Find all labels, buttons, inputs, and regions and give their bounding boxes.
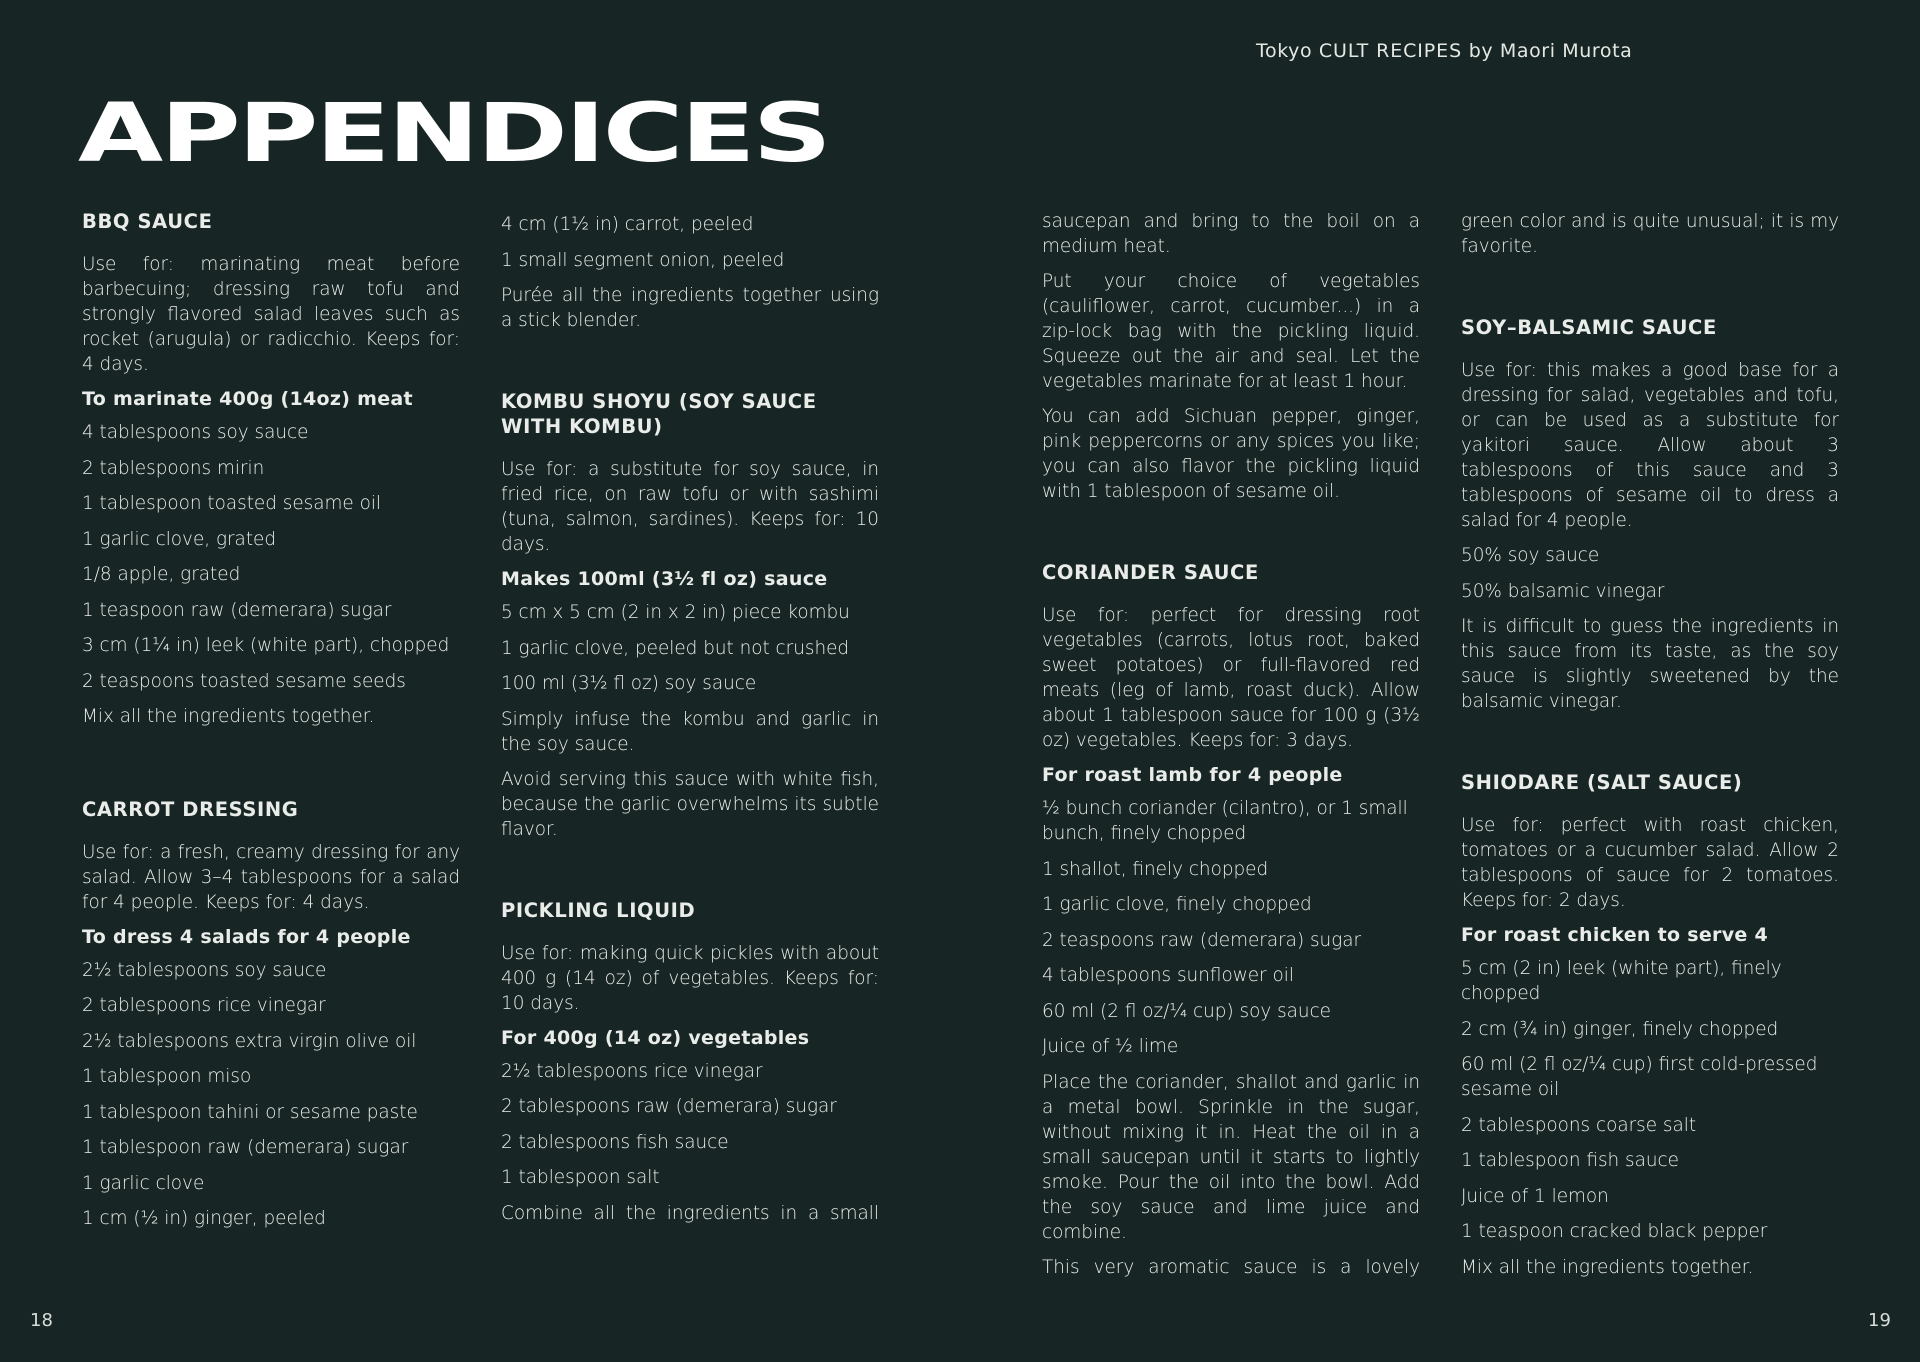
shiodare-method: Mix all the ingredients together. [1461,1256,1754,1278]
carrot-ingredient: 4 cm (1½ in) carrot, peeled [501,214,754,235]
carrot-intro: Use for: a fresh, creamy dressing for any salad. Allow 3–4 tablespoons for a salad for 4 people. Keeps for: 4 days. [82,841,460,913]
bbq-ingredient: 2 tablespoons mirin [82,457,265,479]
kombu-ingredient: 100 ml (3½ fl oz) soy sauce [501,673,757,694]
bbq-ingredient: 1 garlic clove, grated [82,528,277,550]
pickling-heading: PICKLING LIQUID [501,898,696,922]
bbq-ingredient: 1 teaspoon raw (demerara) sugar [82,599,392,621]
pickling-ingredient: 2 tablespoons raw (demerara) sugar [501,1096,837,1117]
carrot-ingredient: 2 tablespoons rice vinegar [82,995,326,1016]
coriander-note-end: green color and is quite unusual; it is my favorite. [1461,211,1839,257]
shiodare-ingredient: 1 teaspoon cracked black pepper [1461,1221,1768,1242]
page-number-left: 18 [30,1310,53,1331]
pickling-subhead: For 400g (14 oz) vegetables [501,1026,810,1049]
soy-balsamic-note: It is difficult to guess the ingredients in this sauce from its taste, as the soy sauce is slightly sweetened by the balsamic vinegar. [1461,616,1839,712]
shiodare-ingredient: 2 tablespoons coarse salt [1461,1114,1697,1136]
bbq-intro: Use for: marinating meat before barbecuing; dressing raw tofu and strongly flavored salad leaves such as rocket (arugula) or radicchio. Keeps for: 4 days. [82,254,460,375]
soy-balsamic-ingredient: 50% balsamic vinegar [1461,580,1665,602]
pickling-ingredient: 1 tablespoon salt [501,1167,660,1188]
shiodare-intro: Use for: perfect with roast chicken, tomatoes or a cucumber salad. Allow 2 tablespoons of sauce for 2 tomatoes. Keeps for: 2 days. [1461,815,1839,911]
bbq-method: Mix all the ingredients together. [82,706,375,727]
kombu-intro: Use for: a substitute for soy sauce, in fried rice, on raw tofu or with sashimi (tuna, salmon, sardines). Keeps for: 10 days. [501,459,879,555]
kombu-ingredient: 1 garlic clove, peeled but not crushed [501,637,850,659]
coriander-note-start: This very aromatic sauce is a lovely [1042,1256,1420,1278]
shiodare-ingredient: Juice of 1 lemon [1461,1185,1609,1207]
carrot-ingredient: 1 garlic clove [82,1172,205,1194]
coriander-subhead: For roast lamb for 4 people [1042,764,1343,786]
coriander-ingredient: Juice of ½ lime [1042,1036,1179,1057]
kombu-ingredient: 5 cm x 5 cm (2 in x 2 in) piece kombu [501,602,850,623]
column-3 [1042,209,1420,1290]
carrot-heading: CARROT DRESSING [82,797,299,821]
book-title: CULT RECIPES [1318,40,1463,62]
coriander-heading: CORIANDER SAUCE [1042,561,1259,584]
carrot-ingredient: 1 tablespoon tahini or sesame paste [82,1101,418,1123]
pickling-method-end: saucepan and bring to the boil on a medium heat. [1042,211,1420,257]
pickling-method-start: Combine all the ingredients in a small [501,1202,879,1224]
coriander-ingredient: 60 ml (2 fl oz/¼ cup) soy sauce [1042,1000,1331,1022]
shiodare-subhead: For roast chicken to serve 4 [1461,924,1769,946]
shiodare-heading: SHIODARE (SALT SAUCE) [1461,771,1743,794]
bbq-ingredient: 2 teaspoons toasted sesame seeds [82,670,406,692]
bbq-ingredient: 1/8 apple, grated [82,564,241,585]
book-prefix: Tokyo [1256,40,1313,62]
carrot-ingredient: 1 small segment onion, peeled [501,249,785,271]
carrot-ingredient: 1 tablespoon raw (demerara) sugar [82,1137,409,1158]
page-title: APPENDICES [78,85,829,181]
shiodare-ingredient: 60 ml (2 fl oz/¼ cup) first cold-pressed sesame oil [1461,1054,1818,1100]
carrot-method: Purée all the ingredients together using a stick blender. [501,285,879,331]
pickling-ingredient: 2 tablespoons fish sauce [501,1131,729,1153]
bbq-ingredient: 1 tablespoon toasted sesame oil [82,493,382,514]
coriander-ingredient: 2 teaspoons raw (demerara) sugar [1042,929,1362,951]
pickling-note: You can add Sichuan pepper, ginger, pink peppercorns or any spices you like; you can also flavor the pickling liquid with 1 tablespoon of sesame oil. [1042,406,1420,502]
shiodare-ingredient: 1 tablespoon fish sauce [1461,1150,1679,1171]
column-1 [82,209,460,1242]
shiodare-ingredient: 2 cm (¾ in) ginger, finely chopped [1461,1018,1779,1040]
kombu-method: Simply infuse the kombu and garlic in the soy sauce. [501,708,879,755]
kombu-heading: KOMBU SHOYU (SOY SAUCE WITH KOMBU) [501,390,817,438]
carrot-ingredient: 1 tablespoon miso [82,1066,252,1087]
kombu-note: Avoid serving this sauce with white fish, because the garlic overwhelms its subtle flavor. [501,768,879,840]
coriander-intro: Use for: perfect for dressing root vegetables (carrots, lotus root, baked sweet potatoes) or full-flavored red meats (leg of lamb, roast duck). Allow about 1 tablespoon sauce for 100 g (3½ oz) vegetables. Keeps for: 3 days. [1042,605,1420,751]
bbq-ingredient: 3 cm (1¼ in) leek (white part), chopped [82,635,450,656]
soy-balsamic-heading: SOY–BALSAMIC SAUCE [1461,316,1717,339]
carrot-ingredient: 1 cm (½ in) ginger, peeled [82,1208,326,1229]
bbq-ingredient: 4 tablespoons soy sauce [82,422,309,443]
carrot-ingredient: 2½ tablespoons soy sauce [82,959,327,981]
coriander-ingredient: 1 shallot, finely chopped [1042,858,1269,880]
pickling-method2: Put your choice of vegetables (cauliflower, carrot, cucumber...) in a zip-lock bag with the pickling liquid. Squeeze out the air and seal. Let the vegetables marinate for at least 1 hour. [1042,271,1420,392]
pickling-intro: Use for: making quick pickles with about 400 g (14 oz) of vegetables. Keeps for: 10 days. [501,942,879,1014]
coriander-ingredient: ½ bunch coriander (cilantro), or 1 small bunch, finely chopped [1042,798,1408,844]
carrot-ingredient: 2½ tablespoons extra virgin olive oil [82,1030,417,1052]
page-number-right: 19 [1868,1310,1891,1331]
kombu-subhead: Makes 100ml (3½ fl oz) sauce [501,568,828,590]
author-line: by Maori Murota [1468,40,1633,62]
running-head [1256,40,1632,62]
soy-balsamic-intro: Use for: this makes a good base for a dressing for salad, vegetables and tofu, or can be used as a substitute for yakitori sauce. Allow about 3 tablespoons of this sauce and 3 tablespoons of sesame oil to dress a salad for 4 people. [1461,360,1839,531]
coriander-ingredient: 1 garlic clove, finely chopped [1042,894,1312,915]
coriander-ingredient: 4 tablespoons sunflower oil [1042,965,1294,986]
coriander-method: Place the coriander, shallot and garlic in a metal bowl. Sprinkle in the sugar, without mixing it in. Heat the oil in a small saucepan until it starts to lightly smoke. Pour the oil into the bowl. Add the soy sauce and lime juice and combine. [1042,1071,1420,1243]
carrot-subhead: To dress 4 salads for 4 people [82,925,411,948]
bbq-heading: BBQ SAUCE [82,210,213,233]
column-4 [1461,209,1839,1290]
column-2 [501,212,879,1236]
shiodare-ingredient: 5 cm (2 in) leek (white part), finely chopped [1461,958,1782,1004]
soy-balsamic-ingredient: 50% soy sauce [1461,545,1600,566]
bbq-subhead: To marinate 400g (14oz) meat [82,388,413,410]
pickling-ingredient: 2½ tablespoons rice vinegar [501,1060,763,1082]
